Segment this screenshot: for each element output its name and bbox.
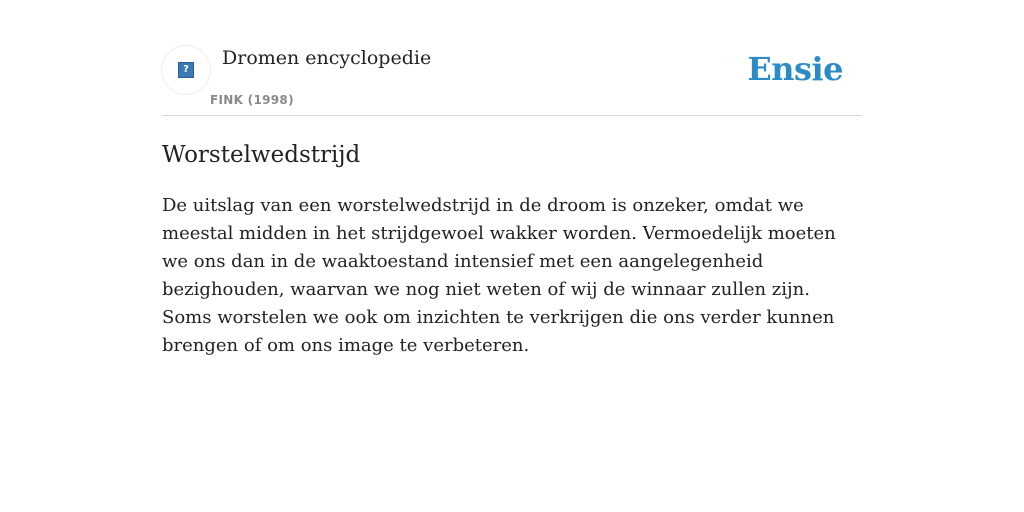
entry-body: De uitslag van een worstelwedstrijd in de droom is onzeker, omdat we meestal midden in het strijdgewoel wakker worden. Vermoedelijk moeten we ons dan in de waaktoestand intensief met een aangelegenheid bezighouden, waarvan we nog niet weten of wij de winnaar zullen zijn. Soms worstelen we ook om inzichten te verkrijgen die ons verder kunnen brengen of om ons image te verbeteren. — [162, 195, 836, 356]
page — [162, 0, 862, 360]
question-book-icon: ? — [178, 62, 194, 78]
book-source: FINK (1998) — [210, 93, 294, 107]
book-title-link[interactable]: Dromen encyclopedie — [222, 47, 432, 69]
entry-title: Worstelwedstrijd — [162, 142, 361, 168]
book-thumbnail[interactable] — [162, 46, 210, 94]
book-header — [162, 46, 862, 116]
brand-logo[interactable]: Ensie — [747, 50, 843, 88]
